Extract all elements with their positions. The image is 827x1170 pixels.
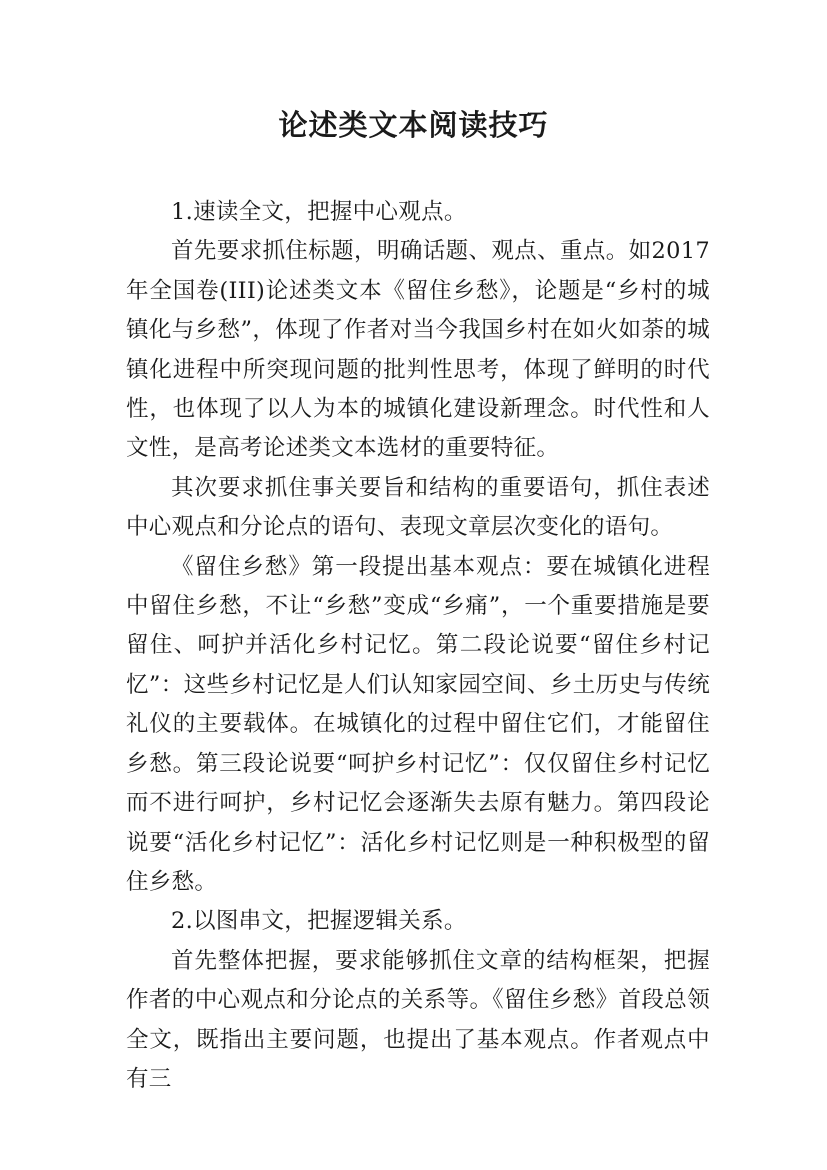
paragraph-title-focus: 首先要求抓住标题，明确话题、观点、重点。如2017年全国卷(III)论述类文本《留住乡愁》，论题是“乡村的城镇化与乡愁”，体现了作者对当今我国乡村在如火如荼的城镇化进程中所突现问题的批判性思考，体现了鲜明的时代性，也体现了以人为本的城镇化建设新理念。时代性和人文性，是高考论述类文本选材的重要特征。 [126,238,710,462]
section-heading-2: 2.以图串文，把握逻辑关系。 [171,908,467,935]
paragraph-key-sentences: 其次要求抓住事关要旨和结构的重要语句，抓住表述中心观点和分论点的语句、表现文章层次变化的语句。 [126,474,710,541]
document-body [126,193,710,1099]
section-heading-1: 1.速读全文，把握中心观点。 [171,199,467,225]
document-title: 论述类文本阅读技巧 [278,108,549,142]
paragraph-structure-analysis: 《留住乡愁》第一段提出基本观点：要在城镇化进程中留住乡愁，不让“乡愁”变成“乡痛”，一个重要措施是要留住、呵护并活化乡村记忆。第二段论说要“留住乡村记忆”：这些乡村记忆是人们认知家园空间、乡土历史与传统礼仪的主要载体。在城镇化的过程中留住它们，才能留住乡愁。第三段论说要“呵护乡村记忆”：仅仅留住乡村记忆而不进行呵护，乡村记忆会逐渐失去原有魅力。第四段论说要“活化乡村记忆”：活化乡村记忆则是一种积极型的留住乡愁。 [126,553,710,895]
paragraph-overall-grasp: 首先整体把握，要求能够抓住文章的结构框架，把握作者的中心观点和分论点的关系等。《留住乡愁》首段总领全文，既指出主要问题，也提出了基本观点。作者观点中有三 [126,947,710,1092]
